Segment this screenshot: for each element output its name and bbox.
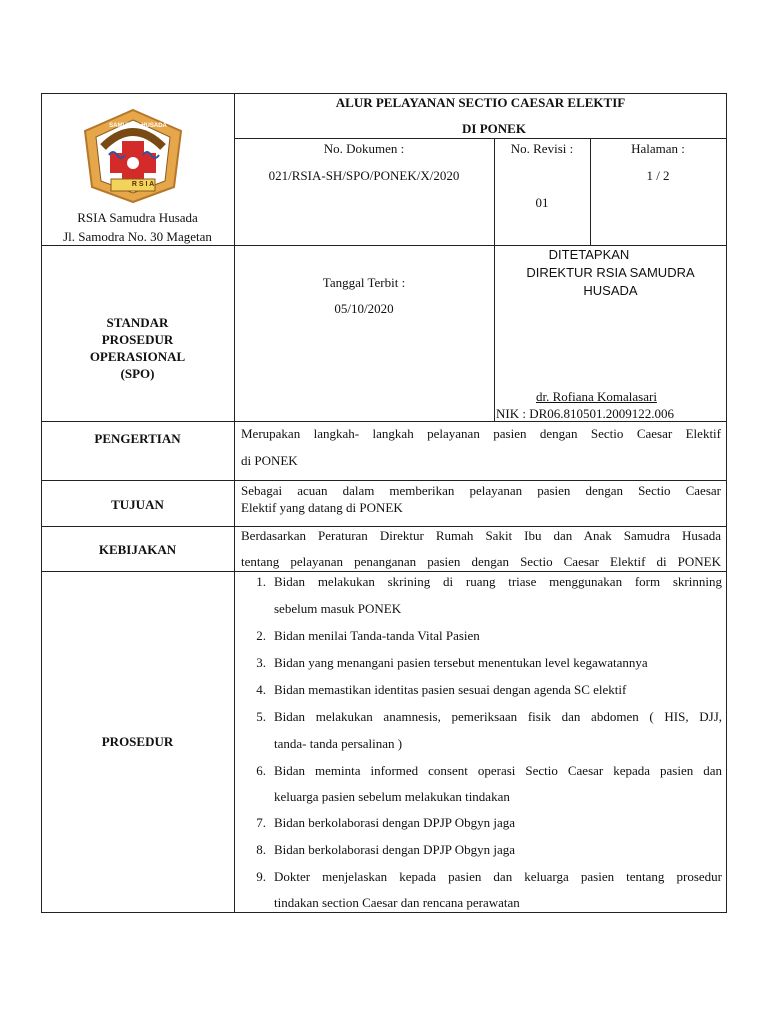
tujuan-text-line2: Elektif yang datang di PONEK <box>241 500 403 515</box>
approval-director-title: DIREKTUR RSIA SAMUDRA <box>526 265 695 280</box>
spo-label-line4: (SPO) <box>120 366 155 381</box>
label-column-divider <box>234 93 235 913</box>
table-border-right <box>726 93 727 913</box>
tujuan-text-line1: Sebagai acuan dalam memberikan pelayanan pasien dengan Sectio Caesar <box>241 483 721 498</box>
document-number-label: No. Dokumen : <box>323 141 405 156</box>
approval-heading: DITETAPKAN <box>548 247 630 262</box>
director-nik: NIK : DR06.810501.2009122.006 <box>496 406 675 421</box>
table-border-top <box>41 93 727 94</box>
spo-document: SAMUDRA HUSADA R S I A RSIA Samudra Husada Jl. Samodra No. 30 Magetan ALUR PELAYANAN SECTIO CAESAR ELEKTIF DI PONEK No. Dokumen : 021/RSIA-SH/SPO/PONEK/X/2020 No. Revisi : 01 Halaman : 1 / 2 STANDAR PROSEDUR OPERASIONAL (SPO) Tanggal Terbit : 05/10/2020 DITETAPKAN DIREKTUR RSIA SAMUDRA HUSADA dr. Rofiana Komalasari NIK : DR06.810501.2009122.006 PENGERTIAN Merupakan langkah- langkah pelayanan pasien dengan Sectio Caesar Elektif di PONEK TUJUAN Sebagai acuan dalam memberikan pelayanan pasien dengan Sectio Caesar Elektif yang datang di PONEK KEBIJAKAN Berdasarkan Peraturan Direktur Rumah Sakit Ibu dan Anak Samudra Husada tentang pelayanan penanganan pasien dengan Sectio Caesar Elektif di PONEK PROSEDUR 1. Bidan melakukan skrining di ruang triase menggunakan form skrinning sebelum masuk PONEK 2. Bidan menilai Tanda-tanda Vital Pasien 3. Bidan yang menangani pasien tersebut menentukan level kegawatannya 4. Bidan memastikan identitas pasien sesuai dengan agenda SC elektif 5. Bidan melakukan anamnesis, pemeriksaan fisik dan abdomen ( HIS, DJJ, tanda- tanda persalinan ) 6. Bidan meminta informed consent operasi Sectio Caesar kepada pasien dan keluarga pasien sebelum melakukan tindakan 7. Bidan berkolaborasi dengan DPJP Obgyn jaga 8. Bidan berkolaborasi dengan DPJP Obgyn jaga 9. Dokter menjelaskan kepada pasien dan keluarga pasien tentang prosedur tindakan section Caesar dan rencana perawatan <box>41 93 727 913</box>
issue-date-label: Tanggal Terbit : <box>322 275 406 290</box>
table-border-bottom <box>41 912 727 913</box>
pengertian-bottom-line <box>41 480 727 481</box>
organization-name: RSIA Samudra Husada <box>77 210 198 225</box>
kebijakan-text-line2: tentang pelayanan penanganan pasien dengan Sectio Caesar Elektif di PONEK <box>241 554 721 569</box>
pengertian-label: PENGERTIAN <box>94 431 181 446</box>
spo-label-line3: OPERASIONAL <box>89 349 186 364</box>
spo-label-line1: STANDAR <box>106 315 169 330</box>
document-number-value: 021/RSIA-SH/SPO/PONEK/X/2020 <box>268 168 460 183</box>
logo-arc-text: SAMUDRA HUSADA <box>109 123 167 129</box>
prosedur-label: PROSEDUR <box>101 734 174 749</box>
tujuan-label: TUJUAN <box>111 497 164 512</box>
document-title: ALUR PELAYANAN SECTIO CAESAR ELEKTIF <box>335 95 626 110</box>
page-value: 1 / 2 <box>646 168 670 183</box>
issue-date-value: 05/10/2020 <box>334 301 394 316</box>
page-label: Halaman : <box>631 141 685 156</box>
organization-address: Jl. Samodra No. 30 Magetan <box>63 229 212 244</box>
director-name: dr. Rofiana Komalasari <box>536 389 657 404</box>
pengertian-text-line1: Merupakan langkah- langkah pelayanan pasien dengan Sectio Caesar Elektif <box>241 426 721 441</box>
kebijakan-bottom-line <box>41 571 727 572</box>
tujuan-bottom-line <box>41 526 727 527</box>
pengertian-text-line2: di PONEK <box>241 453 298 468</box>
spo-label-line2: PROSEDUR <box>101 332 174 347</box>
header-bottom-line <box>41 245 727 246</box>
revision-value: 01 <box>535 195 549 210</box>
title-divider <box>234 138 727 139</box>
document-title-line2: DI PONEK <box>462 121 526 136</box>
approval-director-title-line2: HUSADA <box>583 283 638 298</box>
revision-label: No. Revisi : <box>510 141 574 156</box>
logo-banner-text: R S I A <box>131 181 155 188</box>
kebijakan-text-line1: Berdasarkan Peraturan Direktur Rumah Sakit Ibu dan Anak Samudra Husada <box>241 528 721 543</box>
kebijakan-label: KEBIJAKAN <box>98 542 177 557</box>
